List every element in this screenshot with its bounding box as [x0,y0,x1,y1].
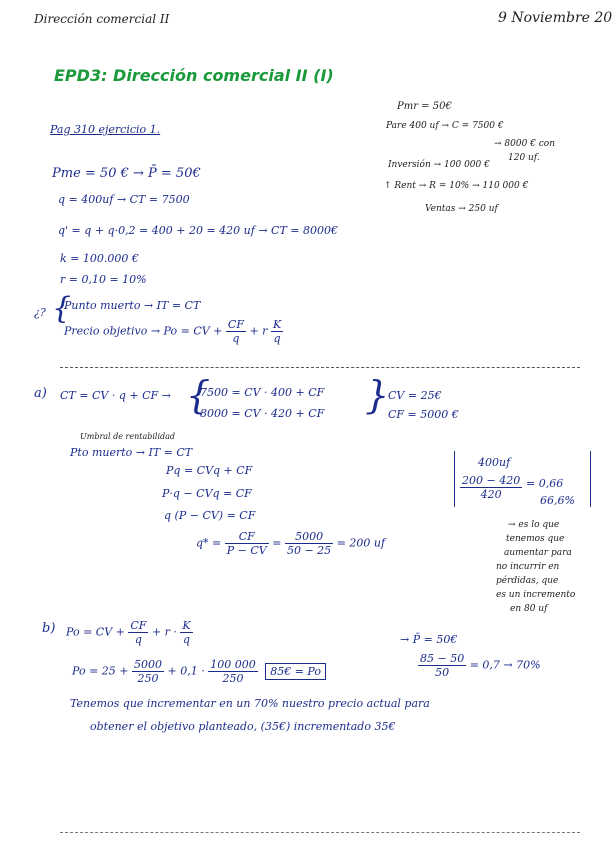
calc-frac-2 [208,658,258,685]
frac-den: 50 [435,666,450,679]
given-k: k = 100.000 € [60,252,139,265]
side-note-4: no incurrir en [496,562,560,572]
formula-frac-cf [128,619,148,646]
umbral-label: Umbral de rentabilidad [80,432,176,441]
precio-objetivo-frac-cf [226,318,246,345]
side-note-1: → es lo que [508,520,560,530]
system-eq1: 7500 = CV · 400 + CF [200,386,325,399]
note-pmr: Pmr = 50€ [397,101,452,112]
box-res2: 66,6% [540,494,575,507]
frac-num: CF [227,318,244,331]
header-subject: Dirección comercial II [34,12,170,26]
part-a-label: a) [34,386,47,401]
box-res1: = 0,66 [526,477,564,490]
pbar: → P̄ = 50€ [400,633,458,646]
equals: = [272,536,282,550]
conclusion-line-2: obtener el objetivo planteado, (35€) incrementado 35€ [90,720,396,733]
given-q: q = 400uf → CT = 7500 [58,193,190,206]
frac-den: 250 [137,672,159,685]
calc-lead: Po = 25 + [72,664,129,678]
q-star [196,530,385,557]
frac-num: 200 − 420 [462,474,521,487]
system-brace-right: } [365,373,390,417]
step-2: P·q − CVq = CF [162,487,252,500]
system-brace-left: { [186,373,211,417]
q-star-result: = 200 uf [336,536,386,550]
step-1: Pq = CVq + CF [166,464,253,477]
box-right-line [590,451,591,507]
part-b-formula [66,619,193,646]
side-note-7: en 80 uf [510,604,548,614]
precio-objetivo-lead: Precio objetivo → Po = CV + [64,324,223,338]
exercise-ref: Pag 310 ejercicio 1. [50,123,161,136]
box-left-line [454,451,455,507]
question-brace: { [52,291,72,326]
side-note-2: tenemos que [506,534,565,544]
frac-den: q [232,332,240,345]
increase-frac [418,652,541,679]
given-pme: Pme = 50 € → P̄ = 50€ [52,166,201,181]
note-inversion: Inversión → 100 000 € [388,160,490,170]
frac-num: 5000 [134,658,162,671]
frac-den: 50 − 25 [286,544,332,557]
formula-mid: + r · [151,625,177,639]
header-date: 9 Noviembre 20 [498,10,612,26]
box-fraction [460,474,522,501]
part-b-calc [72,658,326,685]
frac-den: q [134,633,142,646]
frac-den: q [182,633,191,646]
note-400: Pare 400 uf → C = 7500 € [386,121,504,131]
result-cv: CV = 25€ [388,389,442,402]
question-mark: ¿? [34,306,46,319]
increase-result: = 0,7 → 70% [469,658,541,672]
calc-frac-1 [132,658,164,685]
pto-muerto: Pto muerto → IT = CT [70,446,193,459]
q-star-lead: q* = [196,536,222,550]
result-cf: CF = 5000 € [388,408,459,421]
box-frac [460,474,522,501]
bottom-divider [60,832,580,833]
frac-num: CF [225,530,269,544]
part-b-label: b) [42,621,56,636]
formula-lead: Po = CV + [66,625,125,639]
frac-num: 5000 [285,530,333,544]
note-ventas: Ventas → 250 uf [425,204,498,214]
calc-mid: + 0,1 · [167,664,205,678]
precio-objetivo [64,318,283,345]
side-note-5: pérdidas, que [496,576,559,586]
precio-objetivo-frac-k [271,318,283,345]
boxed-result: 85€ = Po [265,663,326,680]
q-star-frac [225,530,269,557]
note-rent: ↑ Rent → R = 10% → 110 000 € [384,181,529,191]
q-star-num-frac [285,530,333,557]
conclusion-line-1: Tenemos que incrementar en un 70% nuestro precio actual para [70,697,430,710]
frac-num: 85 − 50 [420,652,465,665]
frac-num: K [182,619,191,632]
box-top: 400uf [478,456,511,469]
note-8000: → 8000 € con [494,139,556,149]
frac-den: q [273,332,281,345]
page-title: EPD3: Dirección comercial II (I) [54,66,334,85]
note-120: 120 uf. [508,153,540,163]
section-divider-1 [60,367,580,368]
frac-num: K [272,318,282,331]
side-note-6: es un incremento [496,590,576,600]
given-r: r = 0,10 = 10% [60,273,147,286]
frac-den: 250 [222,672,244,685]
part-a-ct: CT = CV · q + CF → [60,389,171,402]
frac-num: CF [130,619,147,632]
frac-den: 420 [480,488,502,501]
increase-fraction [418,652,466,679]
punto-muerto: Punto muerto → IT = CT [64,299,201,312]
side-note-3: aumentar para [504,548,572,558]
frac-den: P − CV [226,544,267,557]
precio-objetivo-mid: + r [249,324,268,338]
frac-num: 100 000 [210,658,256,671]
system-eq2: 8000 = CV · 420 + CF [200,407,325,420]
formula-frac-k [180,619,192,646]
step-3: q (P − CV) = CF [164,509,256,522]
given-q-prime: q' = q + q·0,2 = 400 + 20 = 420 uf → CT = 8000€ [58,224,338,237]
